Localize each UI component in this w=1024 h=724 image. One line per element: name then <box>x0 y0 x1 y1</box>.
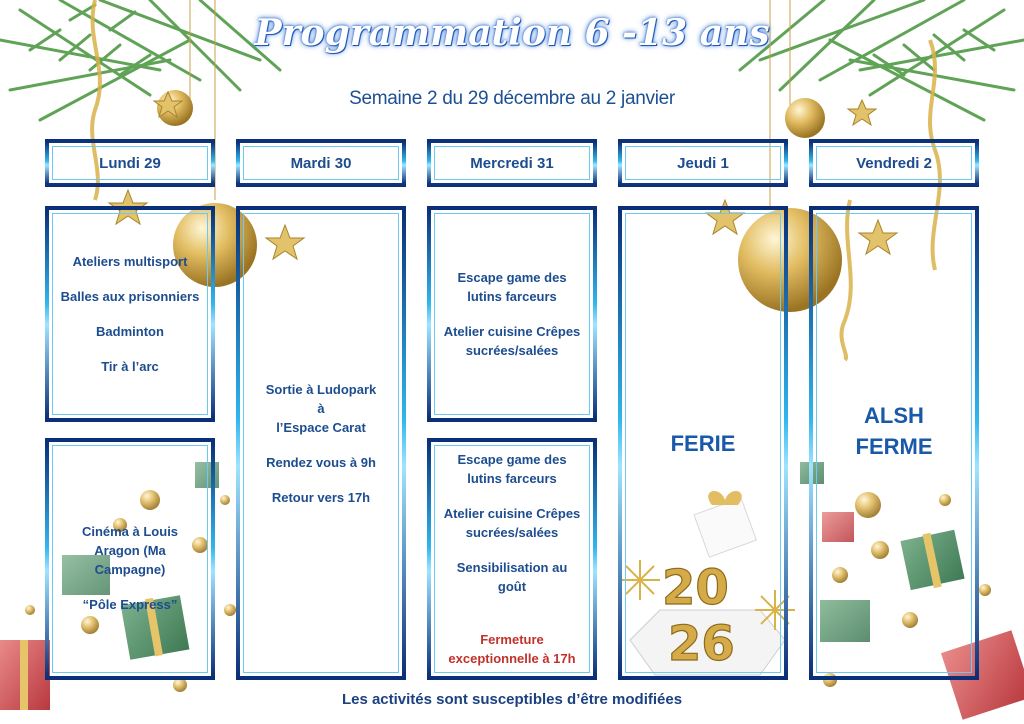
activity-item: Balles aux prisonniers <box>60 289 200 304</box>
activity-item: Cinéma à Louis Aragon (Ma Campagne) <box>81 524 179 577</box>
outing-line: l’Espace Carat <box>276 420 366 435</box>
tuesday-box <box>236 206 406 680</box>
day-header-monday: Lundi 29 <box>45 139 215 187</box>
activity-item: Escape game des lutins farceurs <box>457 270 567 304</box>
closed-status-line2: FERME <box>855 434 933 459</box>
outing-line: à <box>317 401 325 416</box>
outing-line: Sortie à Ludopark <box>265 382 377 397</box>
closed-status-line1: ALSH <box>864 403 924 428</box>
week-subtitle: Semaine 2 du 29 décembre au 2 janvier <box>349 88 675 109</box>
activity-item: Sensibilisation au goût <box>456 560 568 594</box>
activity-item: Ateliers multisport <box>72 254 188 269</box>
wednesday-morning-box <box>427 206 597 422</box>
return-time: Retour vers 17h <box>271 490 371 505</box>
day-header-friday: Vendredi 2 <box>809 139 979 187</box>
activity-item: “Pôle Express” <box>82 597 178 612</box>
closing-notice: Fermeture exceptionnelle à 17h <box>448 632 576 666</box>
monday-afternoon-box <box>45 438 215 680</box>
activity-item: Escape game des lutins farceurs <box>457 452 567 486</box>
day-header-tuesday: Mardi 30 <box>236 139 406 187</box>
activity-item: Badminton <box>96 324 164 339</box>
day-header-thursday: Jeudi 1 <box>618 139 788 187</box>
year-first-half: 20 <box>662 560 729 616</box>
activity-item: Tir à l’arc <box>101 359 159 374</box>
monday-morning-box <box>45 206 215 422</box>
activity-item: Atelier cuisine Crêpes sucrées/salées <box>443 324 581 358</box>
activity-item: Atelier cuisine Crêpes sucrées/salées <box>443 506 581 540</box>
wednesday-afternoon-box <box>427 438 597 680</box>
page-title: Programmation 6 -13 ans <box>254 12 770 54</box>
rendezvous-time: Rendez vous à 9h <box>266 455 376 470</box>
holiday-status: FERIE <box>670 431 736 456</box>
footer-note: Les activités sont susceptibles d’être modifiées <box>341 691 683 708</box>
day-header-wednesday: Mercredi 31 <box>427 139 597 187</box>
year-second-half: 26 <box>668 616 735 672</box>
thursday-box <box>618 206 788 680</box>
friday-box <box>809 206 979 680</box>
